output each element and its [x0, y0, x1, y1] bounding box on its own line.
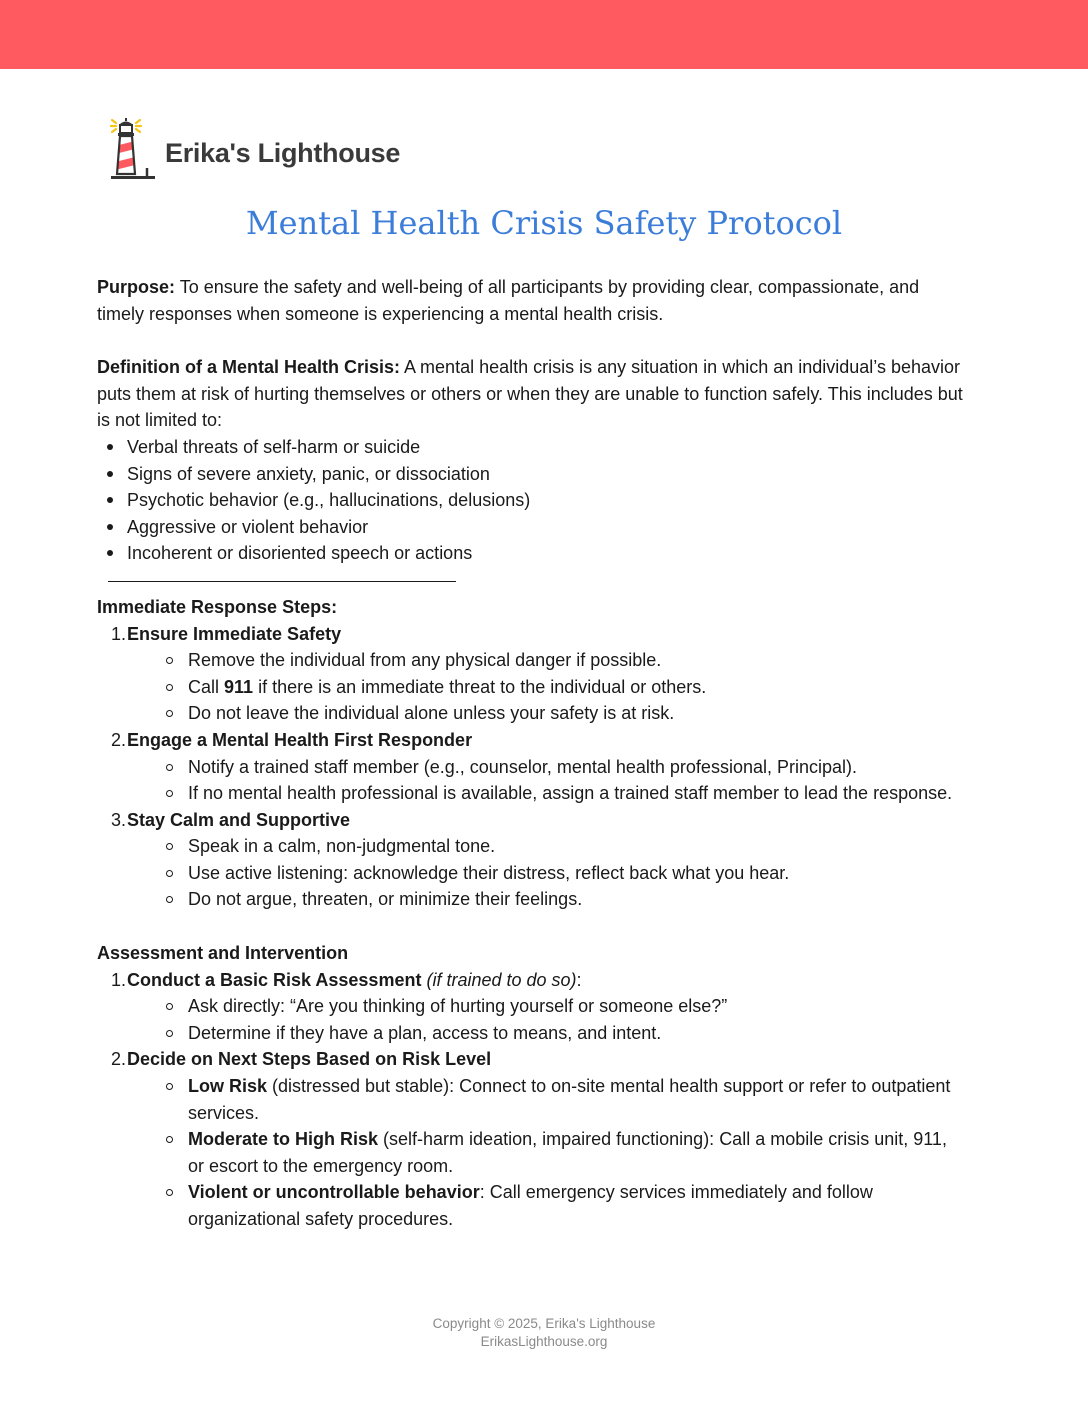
list-item: Remove the individual from any physical danger if possible. [127, 647, 967, 674]
document-body [97, 274, 967, 1233]
definition-label: Definition of a Mental Health Crisis: [97, 357, 401, 378]
crisis-signs-list [97, 434, 967, 567]
list-item: If no mental health professional is available, assign a trained staff member to lead the response. [127, 780, 967, 807]
response-step [97, 727, 967, 807]
step-title: Stay Calm and Supportive [127, 809, 351, 830]
assessment-heading-text: Assessment and Intervention [97, 943, 349, 964]
step-colon: : [576, 969, 582, 990]
list-item: Ask directly: “Are you thinking of hurting yourself or someone else?” [127, 993, 967, 1020]
risk-level-item: Low Risk (distressed but stable): Connect to on-site mental health support or refer to outpatient services. [127, 1073, 967, 1126]
footer [0, 1315, 1088, 1351]
response-step [97, 621, 967, 727]
list-item: Do not argue, threaten, or minimize their feelings. [127, 886, 967, 913]
step-title: Ensure Immediate Safety [127, 623, 342, 644]
response-heading-text: Immediate Response Steps: [97, 596, 338, 617]
purpose-label: Purpose: [97, 277, 176, 297]
step-title: Engage a Mental Health First Responder [127, 729, 473, 750]
assessment-heading [97, 940, 967, 967]
purpose-paragraph [97, 274, 967, 327]
emergency-number: 911 [224, 676, 254, 697]
list-item: Do not leave the individual alone unless your safety is at risk. [127, 700, 967, 727]
definition-paragraph [97, 354, 967, 434]
list-item: Aggressive or violent behavior [97, 514, 967, 541]
risk-level-label: Moderate to High Risk [188, 1129, 379, 1150]
step-number: 1. [111, 623, 127, 644]
logo [107, 118, 400, 182]
list-item: Speak in a calm, non-judgmental tone. [127, 833, 967, 860]
response-step [97, 807, 967, 913]
step-number: 3. [111, 809, 127, 830]
assessment-step [97, 967, 967, 1047]
purpose-text: To ensure the safety and well-being of all participants by providing clear, compassionate, and timely responses when someone is experiencing a mental health crisis. [97, 277, 920, 324]
section-divider [108, 581, 456, 582]
step-items [127, 754, 967, 807]
assessment-step [97, 1046, 967, 1232]
step-note: (if trained to do so) [421, 969, 577, 990]
step-number: 1. [111, 969, 127, 990]
list-item: Notify a trained staff member (e.g., counselor, mental health professional, Principal). [127, 754, 967, 781]
risk-level-label: Violent or uncontrollable behavior [188, 1182, 480, 1203]
step-number: 2. [111, 1049, 127, 1070]
assessment-steps [97, 967, 967, 1233]
step-items [127, 993, 967, 1046]
copyright-text: Copyright © 2025, Erika's Lighthouse [432, 1316, 656, 1331]
list-item: Determine if they have a plan, access to means, and intent. [127, 1020, 967, 1047]
risk-level-list [127, 1073, 967, 1233]
page-title: Mental Health Crisis Safety Protocol [245, 204, 843, 242]
logo-text: Erika's Lighthouse [165, 137, 401, 168]
list-item: Incoherent or disoriented speech or actions [97, 540, 967, 567]
list-item: Verbal threats of self-harm or suicide [97, 434, 967, 461]
list-item: Signs of severe anxiety, panic, or dissociation [97, 461, 967, 488]
definition-text: A mental health crisis is any situation in which an individual’s behavior puts them at risk of hurting themselves or others or when they are unable to function safely. This includes but is not limited to: [97, 357, 963, 431]
list-item: Call 911 if there is an immediate threat to the individual or others. [127, 674, 967, 701]
risk-level-item: Violent or uncontrollable behavior: Call emergency services immediately and follow organizational safety procedures. [127, 1179, 967, 1232]
list-item: Psychotic behavior (e.g., hallucinations, delusions) [97, 487, 967, 514]
step-items [127, 647, 967, 727]
response-steps [97, 621, 967, 914]
step-title: Decide on Next Steps Based on Risk Level [127, 1049, 492, 1070]
risk-level-item: Moderate to High Risk (self-harm ideation, impaired functioning): Call a mobile crisis unit, 911, or escort to the emergency room. [127, 1126, 967, 1179]
step-number: 2. [111, 729, 127, 750]
lighthouse-icon [107, 118, 159, 182]
list-item: Use active listening: acknowledge their distress, reflect back what you hear. [127, 860, 967, 887]
step-title: Conduct a Basic Risk Assessment [127, 969, 422, 990]
risk-level-label: Low Risk [188, 1076, 268, 1097]
step-items [127, 833, 967, 913]
top-accent-bar [0, 0, 1088, 69]
website-link[interactable]: ErikasLighthouse.org [480, 1334, 608, 1349]
response-heading [97, 594, 967, 621]
